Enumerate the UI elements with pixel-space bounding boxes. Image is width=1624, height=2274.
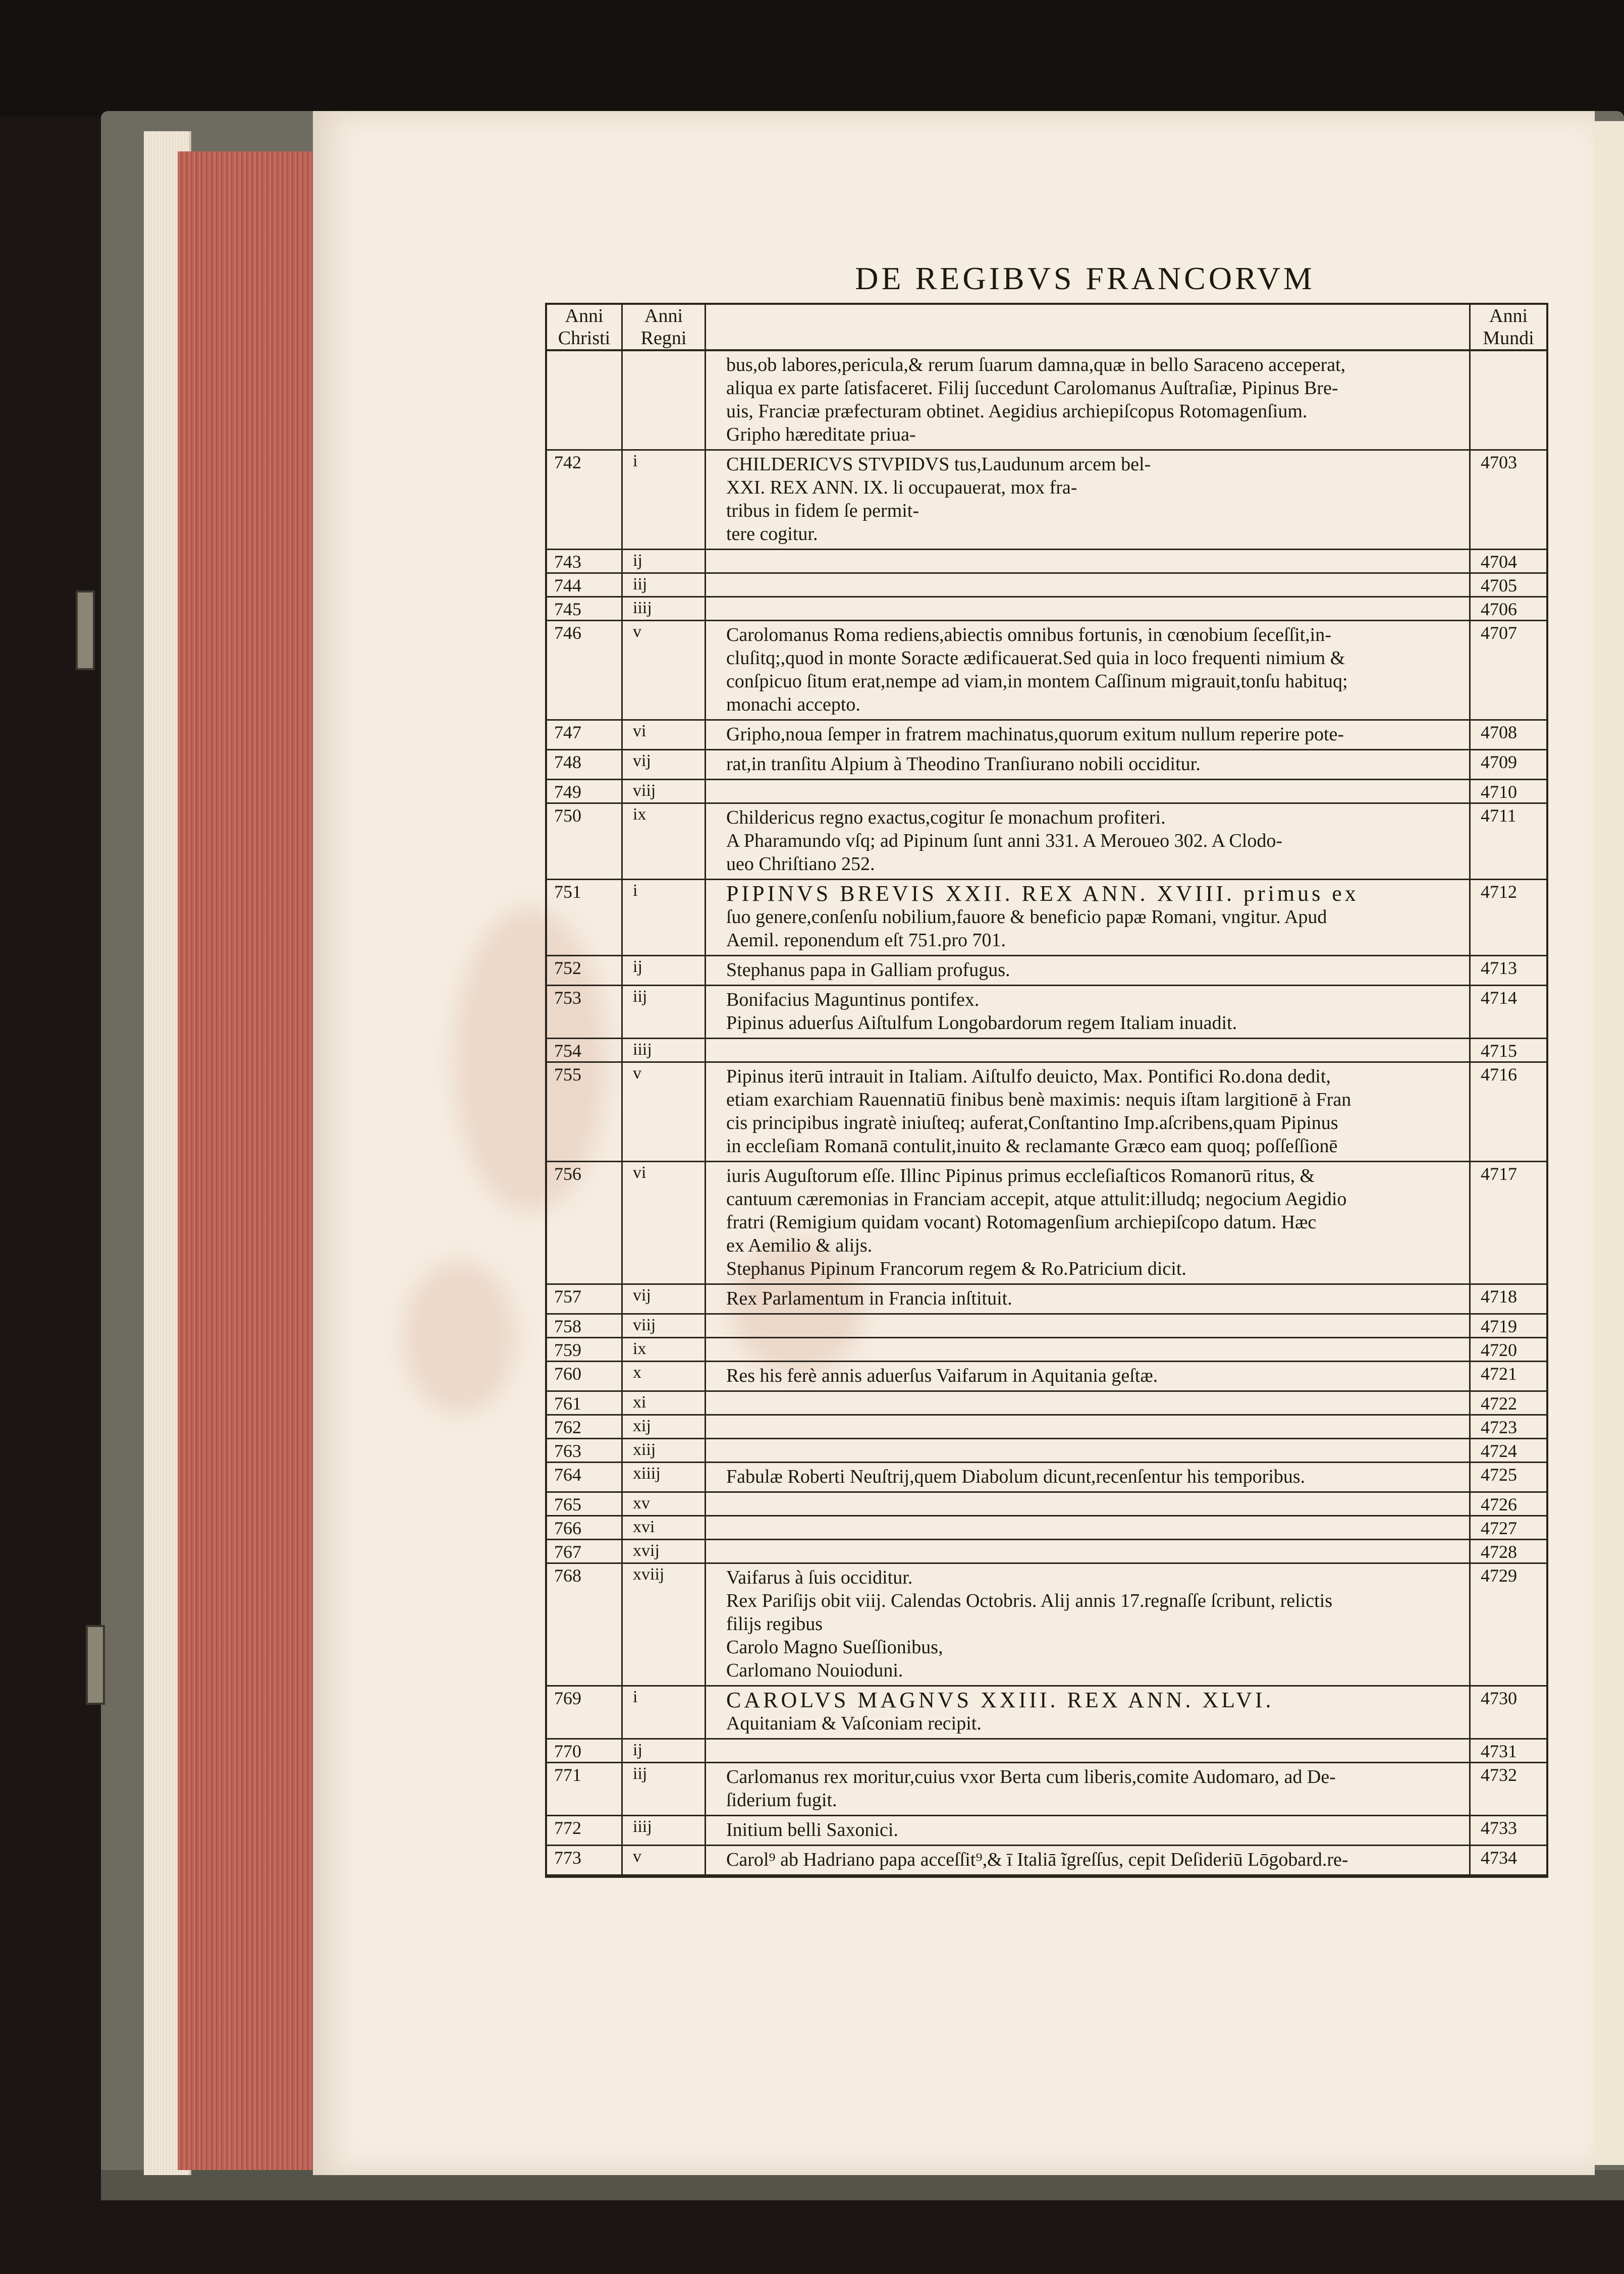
entry-text bbox=[706, 750, 1471, 779]
entry-line: etiam exarchiam Rauennatiū finibus benè maximis: nequis iſtam largitionē à Fran bbox=[726, 1089, 1351, 1110]
anno-mundi: 4710 bbox=[1481, 782, 1517, 802]
entry-line: in eccleſiam Romanā contulit,inuito & reclamante Græco eam quoq; poſſeſſionē bbox=[726, 1135, 1338, 1157]
table-row bbox=[547, 1564, 1546, 1687]
anno-regni: viij bbox=[623, 780, 706, 802]
anno-mundi: 4727 bbox=[1481, 1518, 1517, 1538]
anno-regni: i bbox=[623, 1687, 706, 1738]
anno-mundi: 4729 bbox=[1481, 1565, 1517, 1586]
anno-regni: xv bbox=[623, 1493, 706, 1515]
anno-christi: 767 bbox=[547, 1540, 623, 1562]
entry-line: monachi accepto. bbox=[726, 694, 860, 715]
entry-text bbox=[706, 451, 1471, 549]
anno-christi: 750 bbox=[547, 804, 623, 879]
anno-christi: 743 bbox=[547, 550, 623, 572]
table-row bbox=[547, 1540, 1546, 1564]
table-row bbox=[547, 550, 1546, 574]
table-row bbox=[547, 721, 1546, 750]
table-row bbox=[547, 1687, 1546, 1740]
entry-line: rat,in tranſitu Alpium à Theodino Tranſiurano nobili occiditur. bbox=[726, 753, 1201, 775]
anno-regni: ix bbox=[623, 804, 706, 879]
anno-mundi: 4721 bbox=[1481, 1364, 1517, 1384]
anno-regni: xvi bbox=[623, 1517, 706, 1539]
entry-text bbox=[706, 1285, 1471, 1313]
entry-line: Pipinus iterū intrauit in Italiam. Aiſtulfo deuicto, Max. Pontifici Ro.dona dedit, bbox=[726, 1066, 1331, 1087]
anno-mundi: 4728 bbox=[1481, 1542, 1517, 1562]
entry-text bbox=[706, 1362, 1471, 1390]
entry-text bbox=[706, 1763, 1471, 1815]
table-row bbox=[547, 1463, 1546, 1493]
entry-text bbox=[706, 721, 1471, 749]
entry-text bbox=[706, 1493, 1471, 1515]
anno-regni: xij bbox=[623, 1416, 706, 1438]
entry-text bbox=[706, 1463, 1471, 1491]
anno-mundi: 4719 bbox=[1481, 1316, 1517, 1336]
anno-mundi: 4722 bbox=[1481, 1393, 1517, 1414]
anno-christi: 753 bbox=[547, 986, 623, 1038]
entry-line: Carlomano Nouioduni. bbox=[726, 1660, 903, 1681]
entry-line: Aquitaniam & Vaſconiam recipit. bbox=[726, 1713, 982, 1734]
anno-regni: xviij bbox=[623, 1564, 706, 1685]
anno-regni: iiij bbox=[623, 1816, 706, 1845]
anno-mundi: 4723 bbox=[1481, 1417, 1517, 1437]
entry-line: Gripho,noua ſemper in fratrem machinatus,quorum exitum nullum reperire pote- bbox=[726, 724, 1344, 745]
anno-mundi bbox=[1471, 351, 1546, 449]
entry-line: filijs regibus bbox=[726, 1613, 823, 1635]
entry-line: conſpicuo ſitum erat,nempe ad viam,in montem Caſſinum migrauit,tonſu habituq; bbox=[726, 671, 1348, 692]
anno-christi: 745 bbox=[547, 598, 623, 620]
entry-line: Gripho hæreditate priua- bbox=[726, 424, 916, 445]
header-text-column bbox=[706, 305, 1471, 349]
anno-mundi: 4707 bbox=[1481, 623, 1517, 643]
entry-text bbox=[706, 880, 1471, 955]
entry-text bbox=[706, 1816, 1471, 1845]
anno-christi: 751 bbox=[547, 880, 623, 955]
anno-mundi: 4705 bbox=[1481, 575, 1517, 595]
table-row bbox=[547, 574, 1546, 598]
anno-mundi: 4724 bbox=[1481, 1441, 1517, 1461]
anno-christi: 742 bbox=[547, 451, 623, 549]
anno-christi: 765 bbox=[547, 1493, 623, 1515]
entry-text bbox=[706, 550, 1471, 572]
entry-line: PIPINVS BREVIS XXII. REX ANN. XVIII. primus ex bbox=[726, 881, 1359, 906]
anno-regni: iij bbox=[623, 574, 706, 596]
anno-mundi: 4732 bbox=[1481, 1765, 1517, 1785]
table-row bbox=[547, 1763, 1546, 1816]
entry-line: Aemil. reponendum eſt 751.pro 701. bbox=[726, 930, 1006, 951]
anno-regni: xiij bbox=[623, 1439, 706, 1461]
table-row bbox=[547, 1439, 1546, 1463]
anno-regni: vij bbox=[623, 1285, 706, 1313]
entry-text bbox=[706, 1740, 1471, 1762]
anno-regni: iiij bbox=[623, 1039, 706, 1061]
anno-christi: 766 bbox=[547, 1517, 623, 1539]
running-head: DE REGIBVS FRANCORVM bbox=[855, 260, 1315, 296]
entry-line: ueo Chriſtiano 252. bbox=[726, 853, 875, 875]
page-stain bbox=[404, 1262, 515, 1413]
table-row bbox=[547, 451, 1546, 550]
entry-text bbox=[706, 1315, 1471, 1337]
anno-christi: 768 bbox=[547, 1564, 623, 1685]
anno-christi: 755 bbox=[547, 1063, 623, 1161]
entry-line: uis, Franciæ præfecturam obtinet. Aegidius archiepiſcopus Rotomagenſium. bbox=[726, 401, 1308, 422]
anno-regni: vi bbox=[623, 1162, 706, 1283]
table-row bbox=[547, 956, 1546, 986]
entry-line: XXI. REX ANN. IX. li occupauerat, mox fra- bbox=[726, 477, 1077, 498]
entry-line: A Pharamundo vſq; ad Pipinum ſunt anni 331. A Meroueo 302. A Clodo- bbox=[726, 830, 1282, 851]
anno-regni: xvij bbox=[623, 1540, 706, 1562]
entry-line: bus,ob labores,pericula,& rerum ſuarum damna,quæ in bello Saraceno acceperat, bbox=[726, 354, 1346, 375]
table-row bbox=[547, 1816, 1546, 1846]
entry-line: cis principibus ingratè iniuſteq; auferat,Conſtantino Imp.aſcribens,quam Pipinus bbox=[726, 1112, 1338, 1133]
anno-mundi: 4709 bbox=[1481, 752, 1517, 772]
table-row bbox=[547, 1416, 1546, 1439]
table-header-row bbox=[547, 305, 1546, 351]
table-row bbox=[547, 1493, 1546, 1517]
anno-christi: 746 bbox=[547, 621, 623, 719]
entry-text bbox=[706, 574, 1471, 596]
entry-text bbox=[706, 1439, 1471, 1461]
entry-line: Initium belli Saxonici. bbox=[726, 1819, 898, 1840]
anno-mundi: 4725 bbox=[1481, 1465, 1517, 1485]
anno-regni: iiij bbox=[623, 598, 706, 620]
entry-text bbox=[706, 351, 1471, 449]
anno-christi: 761 bbox=[547, 1392, 623, 1414]
anno-regni: xi bbox=[623, 1392, 706, 1414]
clasp-top bbox=[76, 590, 95, 670]
anno-regni: ij bbox=[623, 1740, 706, 1762]
anno-mundi: 4716 bbox=[1481, 1064, 1517, 1085]
anno-mundi: 4734 bbox=[1481, 1848, 1517, 1868]
anno-regni: ij bbox=[623, 956, 706, 985]
anno-mundi: 4703 bbox=[1481, 452, 1517, 472]
anno-mundi: 4730 bbox=[1481, 1688, 1517, 1708]
anno-christi: 772 bbox=[547, 1816, 623, 1845]
table-row bbox=[547, 780, 1546, 804]
entry-line: Stephanus Pipinum Francorum regem & Ro.Patricium dicit. bbox=[726, 1258, 1186, 1279]
anno-mundi: 4717 bbox=[1481, 1164, 1517, 1184]
table-row bbox=[547, 1162, 1546, 1285]
entry-text bbox=[706, 1687, 1471, 1738]
entry-text bbox=[706, 1416, 1471, 1438]
header-anni-christi: Anni Christi bbox=[547, 305, 623, 349]
entry-text bbox=[706, 804, 1471, 879]
anno-christi: 759 bbox=[547, 1338, 623, 1361]
anno-christi bbox=[547, 351, 623, 449]
anno-christi: 763 bbox=[547, 1439, 623, 1461]
anno-mundi: 4718 bbox=[1481, 1286, 1517, 1307]
table-row bbox=[547, 1063, 1546, 1162]
anno-mundi: 4708 bbox=[1481, 722, 1517, 742]
entry-line: tribus in fidem ſe permit- bbox=[726, 500, 919, 521]
table-row bbox=[547, 1392, 1546, 1416]
entry-line: ex Aemilio & alijs. bbox=[726, 1235, 873, 1256]
anno-mundi: 4711 bbox=[1481, 805, 1517, 826]
entry-line: Fabulæ Roberti Neuſtrij,quem Diabolum dicunt,recenſentur his temporibus. bbox=[726, 1466, 1306, 1487]
anno-regni: vi bbox=[623, 721, 706, 749]
anno-regni: vij bbox=[623, 750, 706, 779]
entry-text bbox=[706, 1564, 1471, 1685]
entry-line: ſuo genere,conſenſu nobilium,fauore & beneficio papæ Romani, vngitur. Apud bbox=[726, 906, 1327, 928]
table-row bbox=[547, 750, 1546, 780]
red-fore-edge bbox=[178, 151, 313, 2170]
header-anni-regni: Anni Regni bbox=[623, 305, 706, 349]
anno-christi: 769 bbox=[547, 1687, 623, 1738]
table-row bbox=[547, 1362, 1546, 1392]
entry-line: Res his ferè annis aduerſus Vaifarum in Aquitania geſtæ. bbox=[726, 1365, 1158, 1386]
anno-mundi: 4720 bbox=[1481, 1340, 1517, 1360]
anno-mundi: 4726 bbox=[1481, 1494, 1517, 1514]
entry-text bbox=[706, 1063, 1471, 1161]
anno-regni: v bbox=[623, 1846, 706, 1874]
entry-line: Bonifacius Maguntinus pontifex. bbox=[726, 989, 980, 1010]
table-row bbox=[547, 621, 1546, 721]
anno-christi: 758 bbox=[547, 1315, 623, 1337]
anno-christi: 771 bbox=[547, 1763, 623, 1815]
anno-regni: ix bbox=[623, 1338, 706, 1361]
anno-christi: 754 bbox=[547, 1039, 623, 1061]
table-row bbox=[547, 1315, 1546, 1338]
anno-mundi: 4713 bbox=[1481, 958, 1517, 978]
entry-text bbox=[706, 956, 1471, 985]
entry-line: aliqua ex parte ſatisfaceret. Filij ſuccedunt Carolomanus Auſtraſiæ, Pipinus Bre- bbox=[726, 377, 1338, 399]
entry-line: Stephanus papa in Galliam profugus. bbox=[726, 959, 1010, 981]
entry-text bbox=[706, 1517, 1471, 1539]
anno-christi: 747 bbox=[547, 721, 623, 749]
entry-line: Rex Pariſijs obit viij. Calendas Octobris. Alij annis 17.regnaſſe ſcribunt, relictis bbox=[726, 1590, 1333, 1611]
anno-christi: 749 bbox=[547, 780, 623, 802]
table-row bbox=[547, 1740, 1546, 1763]
chronology-table bbox=[545, 303, 1548, 1878]
anno-christi: 762 bbox=[547, 1416, 623, 1438]
table-row bbox=[547, 1517, 1546, 1540]
anno-christi: 748 bbox=[547, 750, 623, 779]
table-row bbox=[547, 880, 1546, 956]
table-row bbox=[547, 804, 1546, 880]
anno-mundi: 4733 bbox=[1481, 1818, 1517, 1838]
table-row bbox=[547, 1338, 1546, 1362]
table-row bbox=[547, 598, 1546, 621]
entry-line: fratri (Remigium quidam vocant) Rotomagenſium archiepiſcopo datum. Hæc bbox=[726, 1212, 1317, 1233]
anno-regni: iij bbox=[623, 1763, 706, 1815]
anno-christi: 760 bbox=[547, 1362, 623, 1390]
entry-text bbox=[706, 1338, 1471, 1361]
anno-christi: 770 bbox=[547, 1740, 623, 1762]
entry-line: ſiderium fugit. bbox=[726, 1790, 837, 1811]
anno-mundi: 4715 bbox=[1481, 1041, 1517, 1061]
table-row bbox=[547, 1846, 1546, 1876]
anno-christi: 756 bbox=[547, 1162, 623, 1283]
entry-text bbox=[706, 1540, 1471, 1562]
entry-line: CHILDERICVS STVPIDVS tus,Laudunum arcem bel- bbox=[726, 454, 1151, 475]
table-row bbox=[547, 1285, 1546, 1315]
anno-regni: xiiij bbox=[623, 1463, 706, 1491]
entry-line: Vaifarus à ſuis occiditur. bbox=[726, 1567, 913, 1588]
anno-mundi: 4704 bbox=[1481, 552, 1517, 572]
background-top bbox=[0, 0, 1624, 116]
entry-line: iuris Auguſtorum eſſe. Illinc Pipinus primus eccleſiaſticos Romanorū ritus, & bbox=[726, 1165, 1315, 1186]
entry-line: Rex Parlamentum in Francia inſtituit. bbox=[726, 1288, 1012, 1309]
anno-regni: viij bbox=[623, 1315, 706, 1337]
anno-mundi: 4712 bbox=[1481, 882, 1517, 902]
anno-christi: 752 bbox=[547, 956, 623, 985]
clasp-bottom bbox=[86, 1625, 105, 1705]
entry-text bbox=[706, 1846, 1471, 1874]
anno-regni: v bbox=[623, 621, 706, 719]
entry-text bbox=[706, 1162, 1471, 1283]
anno-regni bbox=[623, 351, 706, 449]
table-row bbox=[547, 1039, 1546, 1063]
anno-regni: iij bbox=[623, 986, 706, 1038]
entry-line: Carol⁹ ab Hadriano papa acceſſit⁹,& ī Italiā ĩgreſſus, cepit Deſideriū Lōgobard.re- bbox=[726, 1849, 1348, 1870]
anno-mundi: 4714 bbox=[1481, 988, 1517, 1008]
table-row bbox=[547, 986, 1546, 1039]
entry-text bbox=[706, 780, 1471, 802]
entry-line: Childericus regno exactus,cogitur ſe monachum profiteri. bbox=[726, 807, 1166, 828]
entry-text bbox=[706, 598, 1471, 620]
table-row bbox=[547, 351, 1546, 451]
anno-mundi: 4706 bbox=[1481, 599, 1517, 619]
anno-christi: 773 bbox=[547, 1846, 623, 1874]
anno-regni: i bbox=[623, 880, 706, 955]
anno-christi: 757 bbox=[547, 1285, 623, 1313]
entry-line: CAROLVS MAGNVS XXIII. REX ANN. XLVI. bbox=[726, 1688, 1274, 1712]
entry-line: Carolomanus Roma rediens,abiectis omnibus fortunis, in cœnobium ſeceſſit,in- bbox=[726, 624, 1331, 645]
entry-line: Carolo Magno Sueſſionibus, bbox=[726, 1637, 943, 1658]
entry-line: cantuum cæremonias in Franciam accepit, atque attulit:illudq; negocium Aegidio bbox=[726, 1188, 1347, 1210]
anno-regni: v bbox=[623, 1063, 706, 1161]
entry-line: tere cogitur. bbox=[726, 523, 818, 545]
entry-text bbox=[706, 621, 1471, 719]
entry-line: Carlomanus rex moritur,cuius vxor Berta cum liberis,comite Audomaro, ad De- bbox=[726, 1766, 1336, 1788]
entry-line: Pipinus aduerſus Aiſtulfum Longobardorum regem Italiam inuadit. bbox=[726, 1012, 1237, 1034]
anno-regni: x bbox=[623, 1362, 706, 1390]
entry-line: cluſitq;,quod in monte Soracte ædificauerat.Sed quia in loco frequenti nimium & bbox=[726, 647, 1345, 669]
header-anni-mundi: Anni Mundi bbox=[1483, 305, 1534, 349]
entry-text bbox=[706, 1039, 1471, 1061]
anno-christi: 764 bbox=[547, 1463, 623, 1491]
entry-text bbox=[706, 986, 1471, 1038]
anno-regni: i bbox=[623, 451, 706, 549]
anno-mundi: 4731 bbox=[1481, 1741, 1517, 1761]
entry-text bbox=[706, 1392, 1471, 1414]
anno-christi: 744 bbox=[547, 574, 623, 596]
anno-regni: ij bbox=[623, 550, 706, 572]
